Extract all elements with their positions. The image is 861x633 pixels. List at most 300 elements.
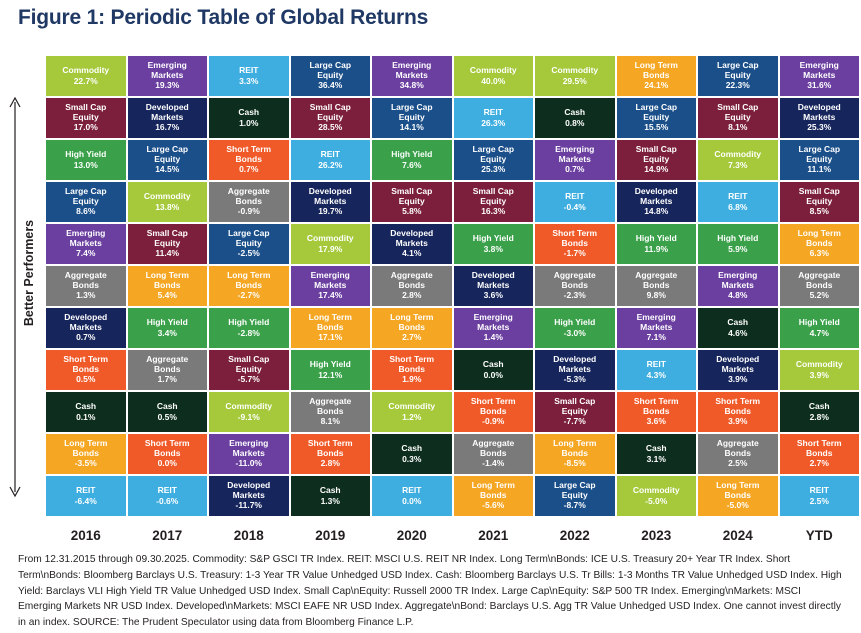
asset-name: Small Cap Equity: [635, 144, 677, 164]
asset-cell: [372, 350, 452, 390]
asset-cell: [372, 308, 452, 348]
asset-cell: [372, 182, 452, 222]
asset-return-value: 4.7%: [809, 327, 829, 338]
asset-name: REIT: [157, 484, 177, 495]
asset-cell: [46, 140, 126, 180]
asset-return-value: -1.7%: [563, 248, 586, 259]
year-label: 2017: [152, 527, 183, 543]
asset-return-value: -11.0%: [235, 458, 262, 469]
asset-name: Emerging Markets: [636, 312, 676, 332]
table-row: [46, 308, 859, 348]
asset-name: Large Cap Equity: [146, 144, 189, 164]
asset-cell: [209, 140, 289, 180]
asset-return-value: 1.0%: [239, 117, 259, 128]
asset-return-value: 2.5%: [728, 458, 748, 469]
asset-name: Long Term Bonds: [390, 312, 434, 332]
asset-cell: [46, 266, 126, 306]
asset-cell: [698, 266, 778, 306]
asset-return-value: 4.6%: [728, 327, 748, 338]
asset-return-value: -0.9%: [482, 416, 505, 427]
asset-name: Long Term Bonds: [227, 270, 271, 290]
asset-name: High Yield: [472, 232, 514, 243]
asset-cell: [209, 308, 289, 348]
asset-cell: [372, 434, 452, 474]
asset-cell: [128, 392, 208, 432]
asset-return-value: -11.7%: [235, 500, 262, 511]
asset-name: Cash: [319, 484, 341, 495]
asset-return-value: -2.7%: [237, 290, 260, 301]
asset-return-value: 1.9%: [402, 374, 422, 385]
asset-return-value: 5.9%: [728, 243, 748, 254]
asset-return-value: 31.6%: [807, 80, 832, 91]
asset-name: Long Term Bonds: [716, 480, 760, 500]
asset-name: Aggregate Bonds: [309, 396, 352, 416]
asset-return-value: 7.4%: [76, 248, 96, 259]
asset-return-value: 14.1%: [399, 122, 424, 133]
asset-name: Developed Markets: [64, 312, 108, 332]
asset-return-value: 28.5%: [318, 122, 343, 133]
asset-cell: [535, 350, 615, 390]
asset-name: Developed Markets: [145, 102, 189, 122]
asset-return-value: 11.9%: [644, 243, 669, 254]
asset-return-value: -0.4%: [563, 201, 586, 212]
asset-name: Emerging Markets: [799, 60, 839, 80]
asset-name: High Yield: [309, 358, 351, 369]
asset-name: Commodity: [795, 358, 843, 369]
asset-cell: [698, 434, 778, 474]
asset-cell: [128, 308, 208, 348]
asset-name: Long Term Bonds: [64, 438, 108, 458]
asset-cell: [128, 350, 208, 390]
asset-return-value: 3.9%: [809, 369, 829, 380]
asset-return-value: -9.1%: [237, 411, 260, 422]
year-label: 2019: [315, 527, 346, 543]
asset-name: Short Term Bonds: [552, 228, 598, 248]
asset-name: Emerging Markets: [66, 228, 106, 248]
asset-return-value: -2.5%: [237, 248, 260, 259]
asset-return-value: 0.0%: [157, 458, 177, 469]
asset-return-value: 1.4%: [483, 332, 503, 343]
asset-return-value: 1.3%: [320, 495, 340, 506]
asset-cell: [372, 224, 452, 264]
asset-name: Cash: [727, 316, 749, 327]
asset-return-value: 3.3%: [239, 75, 259, 86]
asset-cell: [46, 224, 126, 264]
asset-cell: [454, 434, 534, 474]
asset-cell: [698, 224, 778, 264]
asset-name: Short Term Bonds: [470, 396, 516, 416]
asset-return-value: 7.6%: [402, 159, 422, 170]
asset-return-value: 36.4%: [318, 80, 343, 91]
asset-return-value: 25.3%: [481, 164, 506, 175]
asset-name: Commodity: [143, 190, 191, 201]
asset-name: Commodity: [388, 400, 436, 411]
asset-cell: [209, 182, 289, 222]
asset-cell: [46, 434, 126, 474]
asset-return-value: 1.7%: [157, 374, 177, 385]
asset-name: High Yield: [391, 148, 433, 159]
asset-return-value: 3.6%: [646, 416, 666, 427]
asset-return-value: -2.3%: [563, 290, 586, 301]
asset-return-value: 14.9%: [644, 164, 669, 175]
asset-return-value: -5.0%: [726, 500, 749, 511]
asset-return-value: 17.4%: [318, 290, 343, 301]
asset-cell: [291, 392, 371, 432]
asset-cell: [46, 476, 126, 516]
asset-cell: [291, 266, 371, 306]
asset-name: Developed Markets: [634, 186, 678, 206]
asset-return-value: 6.3%: [809, 248, 829, 259]
asset-cell: [454, 98, 534, 138]
asset-name: Aggregate Bonds: [64, 270, 107, 290]
year-label: 2020: [396, 527, 427, 543]
asset-name: Large Cap Equity: [227, 228, 270, 248]
asset-cell: [780, 392, 860, 432]
asset-return-value: -6.4%: [74, 495, 97, 506]
asset-cell: [46, 308, 126, 348]
asset-name: REIT: [809, 484, 829, 495]
asset-cell: [454, 476, 534, 516]
asset-return-value: 22.7%: [73, 75, 98, 86]
asset-return-value: 13.0%: [73, 159, 98, 170]
asset-return-value: 4.1%: [402, 248, 422, 259]
asset-name: Long Term Bonds: [797, 228, 841, 248]
table-row: [46, 98, 859, 138]
asset-cell: [617, 182, 697, 222]
asset-name: Long Term Bonds: [145, 270, 189, 290]
asset-name: Small Cap Equity: [554, 396, 596, 416]
asset-name: Emerging Markets: [473, 312, 513, 332]
asset-name: Cash: [808, 400, 830, 411]
asset-return-value: 26.2%: [318, 159, 343, 170]
asset-name: Developed Markets: [227, 480, 271, 500]
asset-cell: [780, 182, 860, 222]
asset-name: REIT: [565, 190, 585, 201]
asset-return-value: 3.4%: [157, 327, 177, 338]
asset-cell: [698, 350, 778, 390]
asset-return-value: 17.0%: [73, 122, 98, 133]
asset-name: Emerging Markets: [229, 438, 269, 458]
asset-return-value: 2.8%: [320, 458, 340, 469]
asset-cell: [209, 392, 289, 432]
asset-name: Short Term Bonds: [307, 438, 353, 458]
asset-return-value: 14.5%: [155, 164, 180, 175]
asset-name: Large Cap Equity: [64, 186, 107, 206]
asset-name: Cash: [75, 400, 97, 411]
asset-return-value: -1.4%: [482, 458, 505, 469]
asset-return-value: 8.5%: [809, 206, 829, 217]
asset-cell: [209, 56, 289, 96]
asset-cell: [535, 392, 615, 432]
asset-cell: [780, 224, 860, 264]
asset-name: Developed Markets: [390, 228, 434, 248]
axis-label-container: [12, 96, 34, 496]
asset-return-value: -8.5%: [563, 458, 586, 469]
asset-cell: [454, 182, 534, 222]
asset-return-value: 2.8%: [402, 290, 422, 301]
asset-cell: [291, 434, 371, 474]
asset-name: Aggregate Bonds: [472, 438, 515, 458]
asset-name: Commodity: [632, 484, 680, 495]
asset-cell: [291, 182, 371, 222]
asset-cell: [617, 308, 697, 348]
asset-name: Large Cap Equity: [472, 144, 515, 164]
asset-return-value: -5.0%: [645, 495, 668, 506]
asset-name: High Yield: [635, 232, 677, 243]
asset-name: Emerging Markets: [310, 270, 350, 290]
asset-cell: [209, 476, 289, 516]
asset-return-value: -5.3%: [563, 374, 586, 385]
table-row: [46, 434, 859, 474]
asset-name: REIT: [320, 148, 340, 159]
asset-cell: [372, 140, 452, 180]
asset-cell: [372, 476, 452, 516]
asset-cell: [698, 182, 778, 222]
asset-return-value: -7.7%: [563, 416, 586, 427]
asset-name: Short Term Bonds: [633, 396, 679, 416]
asset-cell: [617, 434, 697, 474]
asset-return-value: 0.3%: [402, 453, 422, 464]
asset-name: High Yield: [798, 316, 840, 327]
asset-name: Small Cap Equity: [717, 102, 759, 122]
asset-name: Short Term Bonds: [389, 354, 435, 374]
asset-return-value: 0.7%: [565, 164, 585, 175]
asset-name: High Yield: [717, 232, 759, 243]
asset-cell: [780, 56, 860, 96]
asset-cell: [209, 98, 289, 138]
asset-cell: [46, 56, 126, 96]
asset-cell: [535, 224, 615, 264]
year-label: YTD: [805, 527, 833, 543]
asset-return-value: 0.8%: [565, 117, 585, 128]
table-row: [46, 140, 859, 180]
asset-return-value: 5.4%: [157, 290, 177, 301]
asset-return-value: 16.3%: [481, 206, 506, 217]
asset-cell: [617, 98, 697, 138]
asset-name: Large Cap Equity: [635, 102, 678, 122]
asset-return-value: 1.2%: [402, 411, 422, 422]
asset-cell: [535, 476, 615, 516]
asset-cell: [780, 98, 860, 138]
asset-return-value: 3.9%: [728, 374, 748, 385]
asset-return-value: 15.5%: [644, 122, 669, 133]
asset-return-value: 2.7%: [402, 332, 422, 343]
asset-name: Commodity: [714, 148, 762, 159]
asset-return-value: 19.3%: [155, 80, 180, 91]
year-label: 2024: [722, 527, 753, 543]
asset-name: Aggregate Bonds: [146, 354, 189, 374]
asset-cell: [454, 392, 534, 432]
asset-cell: [617, 392, 697, 432]
asset-return-value: 0.0%: [402, 495, 422, 506]
asset-cell: [535, 98, 615, 138]
asset-cell: [698, 392, 778, 432]
asset-cell: [617, 350, 697, 390]
asset-return-value: 17.1%: [318, 332, 343, 343]
asset-cell: [698, 308, 778, 348]
asset-cell: [535, 140, 615, 180]
asset-name: Aggregate Bonds: [227, 186, 270, 206]
asset-name: Emerging Markets: [718, 270, 758, 290]
asset-return-value: -3.5%: [74, 458, 97, 469]
asset-cell: [128, 476, 208, 516]
asset-return-value: 24.1%: [644, 80, 669, 91]
asset-name: Cash: [401, 442, 423, 453]
asset-name: High Yield: [146, 316, 188, 327]
periodic-table-container: [44, 54, 861, 549]
asset-cell: [454, 350, 534, 390]
table-row: [46, 266, 859, 306]
asset-return-value: 3.9%: [728, 416, 748, 427]
asset-cell: [617, 224, 697, 264]
asset-cell: [617, 140, 697, 180]
asset-cell: [535, 266, 615, 306]
asset-cell: [535, 182, 615, 222]
asset-return-value: 17.9%: [318, 243, 343, 254]
periodic-table: [44, 54, 861, 549]
asset-cell: [209, 434, 289, 474]
asset-cell: [780, 350, 860, 390]
asset-return-value: 26.3%: [481, 117, 506, 128]
asset-return-value: 0.5%: [157, 411, 177, 422]
asset-cell: [128, 434, 208, 474]
asset-cell: [46, 98, 126, 138]
asset-cell: [291, 140, 371, 180]
asset-name: Commodity: [306, 232, 354, 243]
asset-return-value: 2.7%: [809, 458, 829, 469]
asset-return-value: 2.8%: [809, 411, 829, 422]
asset-name: Developed Markets: [471, 270, 515, 290]
asset-return-value: 19.7%: [318, 206, 343, 217]
asset-cell: [209, 266, 289, 306]
asset-return-value: 12.1%: [318, 369, 343, 380]
table-row: [46, 182, 859, 222]
asset-name: Commodity: [225, 400, 273, 411]
asset-name: REIT: [402, 484, 422, 495]
asset-return-value: 0.0%: [483, 369, 503, 380]
asset-return-value: -2.8%: [237, 327, 260, 338]
asset-cell: [698, 56, 778, 96]
asset-return-value: 4.8%: [728, 290, 748, 301]
asset-name: Large Cap Equity: [390, 102, 433, 122]
asset-name: Developed Markets: [797, 102, 841, 122]
asset-return-value: 14.8%: [644, 206, 669, 217]
asset-cell: [780, 434, 860, 474]
asset-return-value: 2.5%: [809, 495, 829, 506]
asset-cell: [454, 140, 534, 180]
asset-name: Cash: [482, 358, 504, 369]
asset-name: Cash: [156, 400, 178, 411]
y-axis-label: Better Performers: [22, 219, 36, 327]
asset-name: High Yield: [65, 148, 107, 159]
page-title: Figure 1: Periodic Table of Global Returns: [18, 6, 429, 29]
asset-cell: [128, 56, 208, 96]
asset-return-value: 3.1%: [646, 453, 666, 464]
asset-return-value: 16.7%: [155, 122, 180, 133]
asset-name: Short Term Bonds: [144, 438, 190, 458]
asset-cell: [454, 56, 534, 96]
asset-name: Developed Markets: [716, 354, 760, 374]
asset-name: Developed Markets: [553, 354, 597, 374]
year-label: 2023: [641, 527, 672, 543]
asset-cell: [291, 224, 371, 264]
asset-name: Aggregate Bonds: [635, 270, 678, 290]
asset-cell: [698, 98, 778, 138]
asset-cell: [46, 350, 126, 390]
asset-return-value: 5.2%: [809, 290, 829, 301]
asset-name: Aggregate Bonds: [716, 438, 759, 458]
asset-return-value: 29.5%: [562, 75, 587, 86]
asset-name: Short Term Bonds: [63, 354, 109, 374]
asset-return-value: -3.0%: [563, 327, 586, 338]
asset-return-value: 5.8%: [402, 206, 422, 217]
asset-cell: [535, 56, 615, 96]
asset-cell: [454, 308, 534, 348]
asset-name: REIT: [483, 106, 503, 117]
asset-cell: [46, 182, 126, 222]
year-label: 2016: [70, 527, 101, 543]
asset-name: High Yield: [554, 316, 596, 327]
asset-cell: [291, 350, 371, 390]
asset-name: Short Term Bonds: [226, 144, 272, 164]
asset-cell: [372, 266, 452, 306]
asset-return-value: 0.5%: [76, 374, 96, 385]
footnote: From 12.31.2015 through 09.30.2025. Commodity: S&P GSCI TR Index. REIT: MSCI U.S. REIT NR Index. Long Term\nBonds: ICE U.S. Treasury 20+ Year TR Index. Short Term\nBonds: Bloomberg Barclays U.S. Treasury: 1-3 Year TR Value Unhedged USD Index. Cash: Bloomberg Barclays U.S. Tr Bills: 1-3 Months TR Value Unhedged USD Index. High Yield: Barclays VLI High Yield TR Value Unhedged USD Index. Small Cap\nEquity: Russell 2000 TR Index. Large Cap\nEquity: S&P 500 TR Index. Emerging\nMarkets: MSCI Emerging Markets NR USD Index. Developed\nMarkets: MSCI EAFE NR USD Index. Aggregate\nBond: Barclays U.S. Agg TR Value Unhedged USD Index. One cannot invest directly in an index. SOURCE: The Prudent Speculator using data from Bloomberg Finance L.P.: [18, 554, 842, 629]
asset-cell: [209, 350, 289, 390]
asset-return-value: -0.6%: [156, 495, 179, 506]
asset-return-value: 11.1%: [807, 164, 832, 175]
asset-name: Cash: [564, 106, 586, 117]
asset-cell: [617, 476, 697, 516]
year-header-row: [46, 518, 859, 547]
asset-name: Emerging Markets: [147, 60, 187, 80]
asset-cell: [291, 98, 371, 138]
asset-cell: [617, 56, 697, 96]
asset-name: Small Cap Equity: [146, 228, 188, 248]
asset-name: Cash: [238, 106, 260, 117]
asset-name: Aggregate Bonds: [798, 270, 841, 290]
table-row: [46, 392, 859, 432]
asset-return-value: 6.8%: [728, 201, 748, 212]
asset-name: REIT: [646, 358, 666, 369]
asset-name: Large Cap Equity: [309, 60, 352, 80]
asset-return-value: 8.1%: [728, 122, 748, 133]
asset-cell: [535, 308, 615, 348]
asset-name: Commodity: [62, 64, 110, 75]
asset-name: REIT: [76, 484, 96, 495]
asset-return-value: 0.7%: [239, 164, 259, 175]
asset-return-value: 22.3%: [725, 80, 750, 91]
asset-return-value: 3.6%: [483, 290, 503, 301]
asset-cell: [46, 392, 126, 432]
table-row: [46, 350, 859, 390]
asset-name: Emerging Markets: [392, 60, 432, 80]
asset-return-value: 25.3%: [807, 122, 832, 133]
asset-return-value: 34.8%: [399, 80, 424, 91]
asset-name: Small Cap Equity: [472, 186, 514, 206]
asset-return-value: 7.3%: [728, 159, 748, 170]
asset-return-value: 4.3%: [646, 369, 666, 380]
table-row: [46, 56, 859, 96]
asset-return-value: -0.9%: [237, 206, 260, 217]
asset-name: Small Cap Equity: [798, 186, 840, 206]
asset-cell: [617, 266, 697, 306]
asset-name: Small Cap Equity: [391, 186, 433, 206]
asset-cell: [780, 476, 860, 516]
asset-cell: [128, 266, 208, 306]
asset-cell: [698, 140, 778, 180]
asset-cell: [209, 224, 289, 264]
